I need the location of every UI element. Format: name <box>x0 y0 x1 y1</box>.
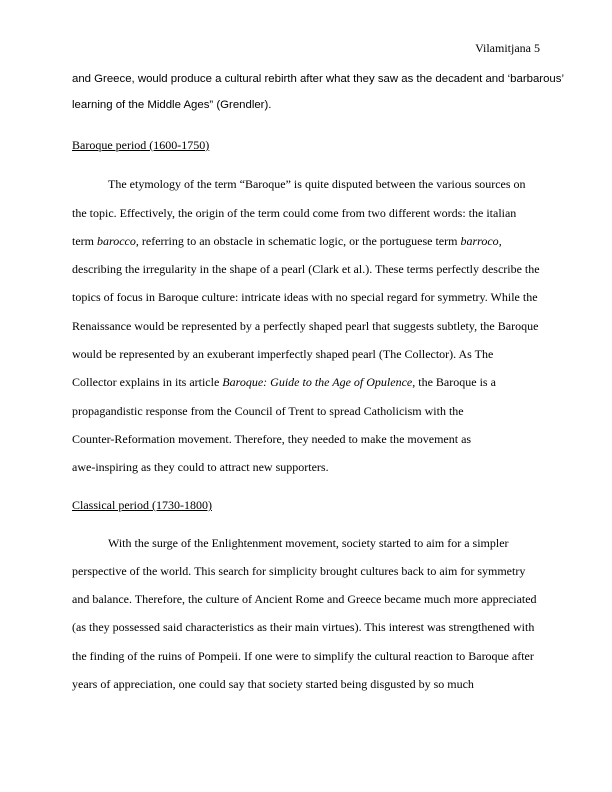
paragraph-line <box>72 234 502 248</box>
italic-term: barroco <box>460 234 499 248</box>
paragraph-line: and balance. Therefore, the culture of Ancient Rome and Greece became much more appreciated <box>72 592 537 606</box>
paragraph-line: topics of focus in Baroque culture: intricate ideas with no special regard for symmetry. While the <box>72 290 538 304</box>
paragraph-line: The etymology of the term “Baroque” is quite disputed between the various sources on <box>108 177 526 191</box>
intro-line: learning of the Middle Ages” (Grendler). <box>72 99 272 111</box>
paragraph-line: years of appreciation, one could say that society started being disgusted by so much <box>72 677 474 691</box>
paragraph-line: would be represented by an exuberant imperfectly shaped pearl (The Collector). As The <box>72 347 494 361</box>
text-run: , referring to an obstacle in schematic logic, or the portuguese term <box>135 234 461 248</box>
italic-term: barocco <box>97 234 136 248</box>
section-heading-classical: Classical period (1730-1800) <box>72 498 212 512</box>
intro-line: and Greece, would produce a cultural rebirth after what they saw as the decadent and ‘barbarous’ <box>72 73 564 85</box>
paragraph-line: (as they possessed said characteristics as their main virtues). This interest was strengthened with <box>72 620 535 634</box>
paragraph-line: With the surge of the Enlightenment movement, society started to aim for a simpler <box>108 536 509 550</box>
paragraph-line: Counter-Reformation movement. Therefore, they needed to make the movement as <box>72 432 472 446</box>
paragraph-line <box>72 375 496 389</box>
running-head: Vilamitjana 5 <box>475 41 540 55</box>
paragraph-line: perspective of the world. This search for simplicity brought cultures back to aim for symmetry <box>72 564 526 578</box>
text-run: term <box>72 234 97 248</box>
section-heading-baroque: Baroque period (1600-1750) <box>72 138 210 152</box>
paragraph-line: the finding of the ruins of Pompeii. If one were to simplify the cultural reaction to Baroque after <box>72 649 534 663</box>
text-run: , <box>498 234 502 248</box>
paragraph-line: the topic. Effectively, the origin of the term could come from two different words: the italian <box>72 206 517 220</box>
italic-title: Baroque: Guide to the Age of Opulence <box>222 375 413 389</box>
paragraph-line: propagandistic response from the Council of Trent to spread Catholicism with the <box>72 404 464 418</box>
text-run: , the Baroque is a <box>412 375 496 389</box>
paragraph-line: Renaissance would be represented by a perfectly shaped pearl that suggests subtlety, the Baroque <box>72 319 539 333</box>
paragraph-line: describing the irregularity in the shape of a pearl (Clark et al.). These terms perfectly describe the <box>72 262 540 276</box>
text-run: Collector explains in its article <box>72 375 223 389</box>
paragraph-line: awe-inspiring as they could to attract new supporters. <box>72 460 329 474</box>
